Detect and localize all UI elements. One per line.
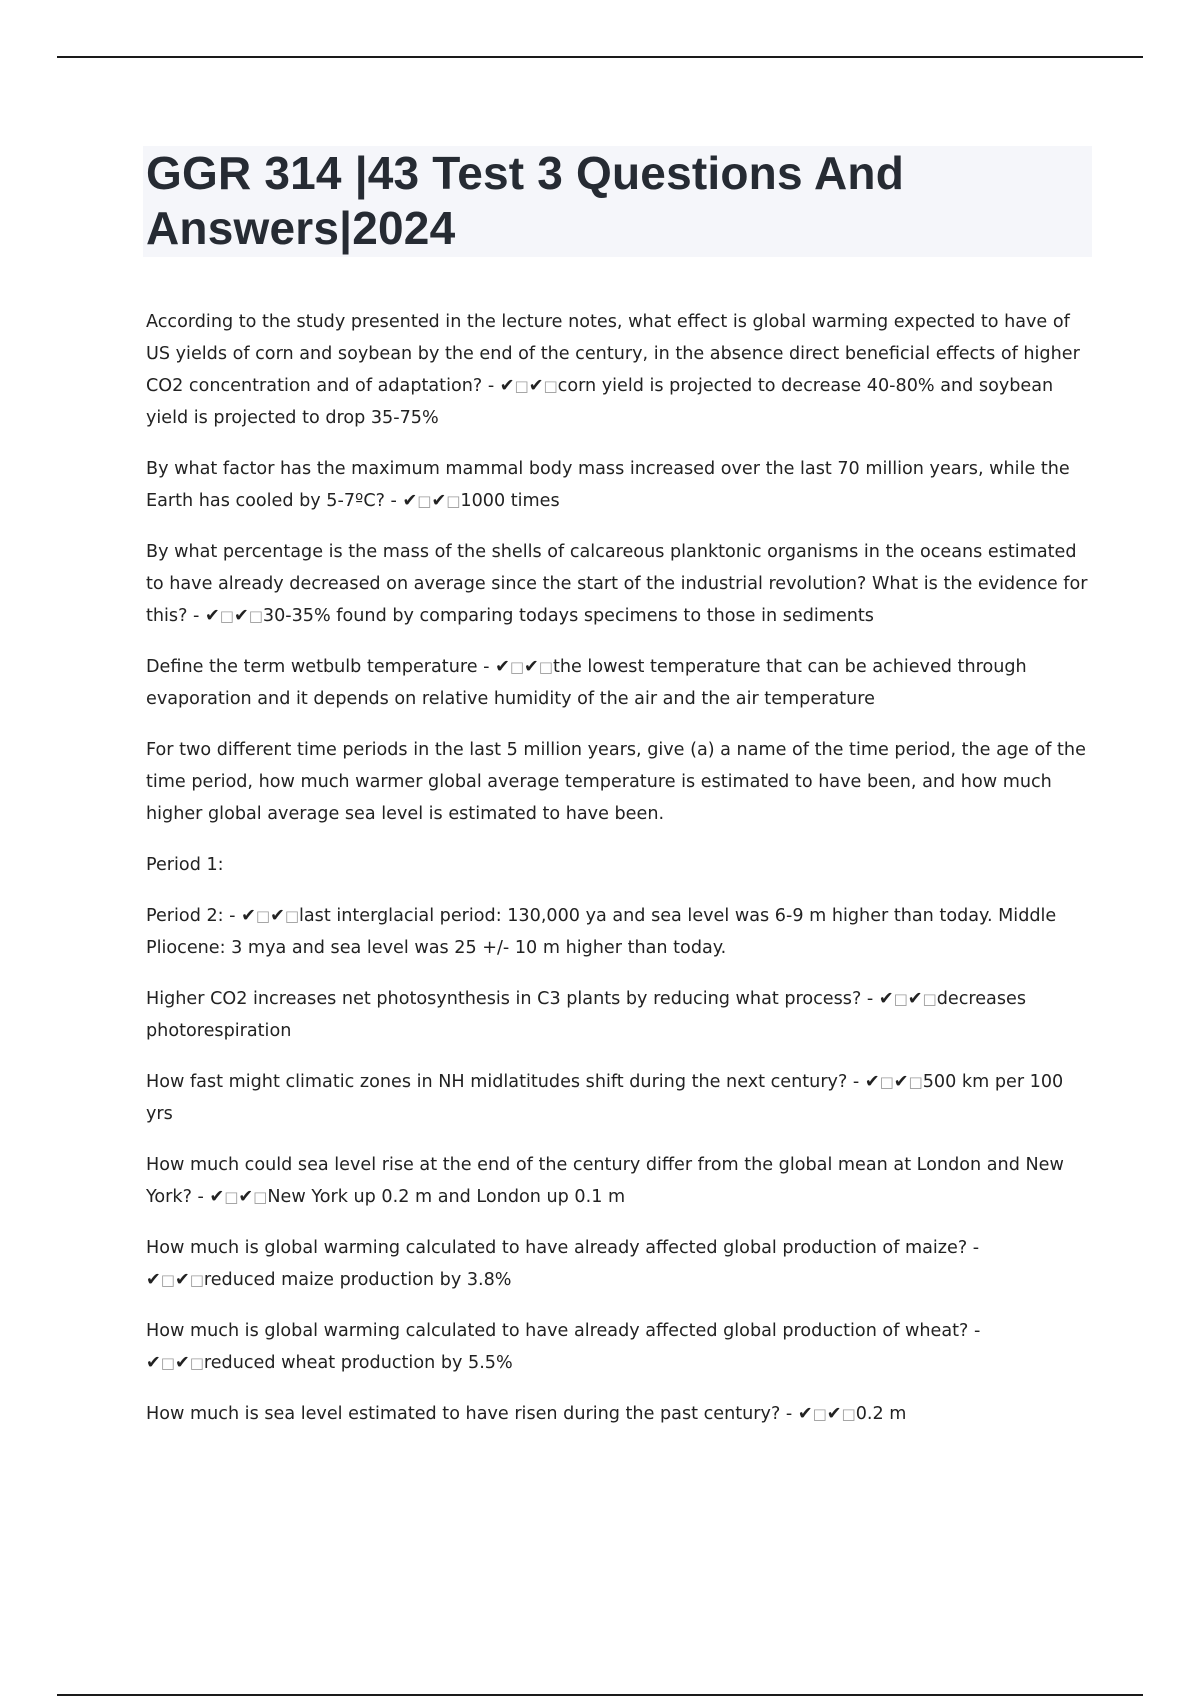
check-icon: ✔ [797,1404,813,1424]
qa-item [146,306,1092,434]
answer-separator: - [223,906,242,926]
answer-text: 30-35% found by comparing todays specimens to those in sediments [262,606,874,626]
box-icon: □ [908,1073,923,1091]
check-icon: ✔ [270,906,285,926]
answer-separator: - [847,1072,865,1092]
box-icon: □ [922,990,937,1008]
box-icon: □ [893,990,908,1008]
check-icon: ✔ [146,1270,161,1290]
qa-item [146,849,1092,881]
check-icon: ✔ [209,1187,225,1207]
title-banner [143,146,1092,257]
box-icon: □ [160,1354,175,1372]
answer-separator: - [780,1404,798,1424]
answer-text: 1000 times [460,491,560,511]
check-icon: ✔ [528,376,544,396]
question-text: By what percentage is the mass of the shells of calcareous planktonic organisms in the oceans estimated to have already decreased on average since the start of the industrial revolution? What is the evidence for this? [146,542,1088,626]
question-text: How much could sea level rise at the end of the century differ from the global mean at London and New York? [146,1155,1064,1207]
check-icon: ✔ [878,989,894,1009]
check-icon: ✔ [499,376,515,396]
box-icon: □ [224,1188,239,1206]
check-icon: ✔ [826,1404,842,1424]
answer-text: reduced wheat production by 5.5% [203,1353,513,1373]
qa-item [146,536,1092,632]
box-icon: □ [879,1073,894,1091]
qa-item [146,1149,1092,1213]
check-icon: ✔ [146,1353,161,1373]
box-icon: □ [160,1271,175,1289]
question-text: Define the term wetbulb temperature [146,657,478,677]
box-icon: □ [253,1188,268,1206]
answer-text: last interglacial period: 130,000 ya and sea level was 6-9 m higher than today. Middle Pliocene: 3 mya and sea level was 25 +/- 10 m higher than today. [146,906,1057,958]
question-text: How much is global warming calculated to have already affected global production of wheat? [146,1321,969,1341]
question-text: Period 1: [146,855,224,875]
top-rule [57,56,1143,58]
answer-separator: - [187,606,205,626]
answer-text: reduced maize production by 3.8% [203,1270,512,1290]
qa-item [146,1066,1092,1130]
answer-separator: - [384,491,403,511]
answer-text: decreases photorespiration [146,989,1026,1041]
box-icon: □ [189,1354,204,1372]
qa-item [146,1315,1092,1379]
box-icon: □ [538,658,553,676]
check-icon: ✔ [495,657,510,677]
check-icon: ✔ [174,1353,190,1373]
answer-text: corn yield is projected to decrease 40-80% and soybean yield is projected to drop 35-75% [146,376,1054,428]
qa-item [146,1232,1092,1296]
qa-item [146,1398,1092,1430]
qa-item [146,453,1092,517]
question-text: How fast might climatic zones in NH midlatitudes shift during the next century? [146,1072,848,1092]
check-icon: ✔ [402,491,418,511]
question-text: How much is sea level estimated to have risen during the past century? [146,1404,781,1424]
answer-separator: - [482,376,500,396]
check-icon: ✔ [233,606,249,626]
qa-item [146,900,1092,964]
box-icon: □ [417,492,432,510]
qa-list [146,306,1092,1449]
question-text: According to the study presented in the lecture notes, what effect is global warming expected to have of US yields of corn and soybean by the end of the century, in the absence direct beneficial effects of higher CO2 concentration and of adaptation? [146,312,1080,396]
box-icon: □ [509,658,525,676]
question-text: How much is global warming calculated to have already affected global production of maize? [146,1238,968,1258]
question-text: For two different time periods in the last 5 million years, give (a) a name of the time period, the age of the time period, how much warmer global average temperature is estimated to have been, and how much higher global average sea level is estimated to have been. [146,740,1086,824]
box-icon: □ [248,607,263,625]
answer-text: the lowest temperature that can be achieved through evaporation and it depends on relative humidity of the air and the air temperature [146,657,1027,709]
box-icon: □ [189,1271,204,1289]
box-icon: □ [284,907,299,925]
box-icon: □ [255,907,271,925]
check-icon: ✔ [893,1072,909,1092]
answer-text: 0.2 m [855,1404,907,1424]
box-icon: □ [514,377,529,395]
check-icon: ✔ [907,989,923,1009]
answer-separator: - [861,989,879,1009]
box-icon: □ [446,492,461,510]
check-icon: ✔ [864,1072,880,1092]
check-icon: ✔ [431,491,447,511]
qa-item [146,734,1092,830]
question-text: By what factor has the maximum mammal body mass increased over the last 70 million years, while the Earth has cooled by 5-7ºC? [146,459,1070,511]
answer-separator: - [191,1187,210,1207]
answer-separator: - [967,1238,980,1258]
check-icon: ✔ [238,1187,254,1207]
question-text: Higher CO2 increases net photosynthesis in C3 plants by reducing what process? [146,989,862,1009]
answer-separator: - [968,1321,981,1341]
answer-text: New York up 0.2 m and London up 0.1 m [267,1187,626,1207]
qa-item [146,651,1092,715]
answer-text: 500 km per 100 yrs [146,1072,1064,1124]
qa-item [146,983,1092,1047]
page-title: GGR 314 |43 Test 3 Questions And Answers|2024 [146,147,905,254]
bottom-rule [57,1694,1143,1696]
box-icon: □ [543,377,558,395]
box-icon: □ [841,1405,856,1423]
box-icon: □ [812,1405,827,1423]
check-icon: ✔ [174,1270,190,1290]
check-icon: ✔ [205,606,220,626]
check-icon: ✔ [524,657,539,677]
check-icon: ✔ [241,906,256,926]
box-icon: □ [219,607,234,625]
answer-separator: - [477,657,496,677]
question-text: Period 2: [146,906,224,926]
